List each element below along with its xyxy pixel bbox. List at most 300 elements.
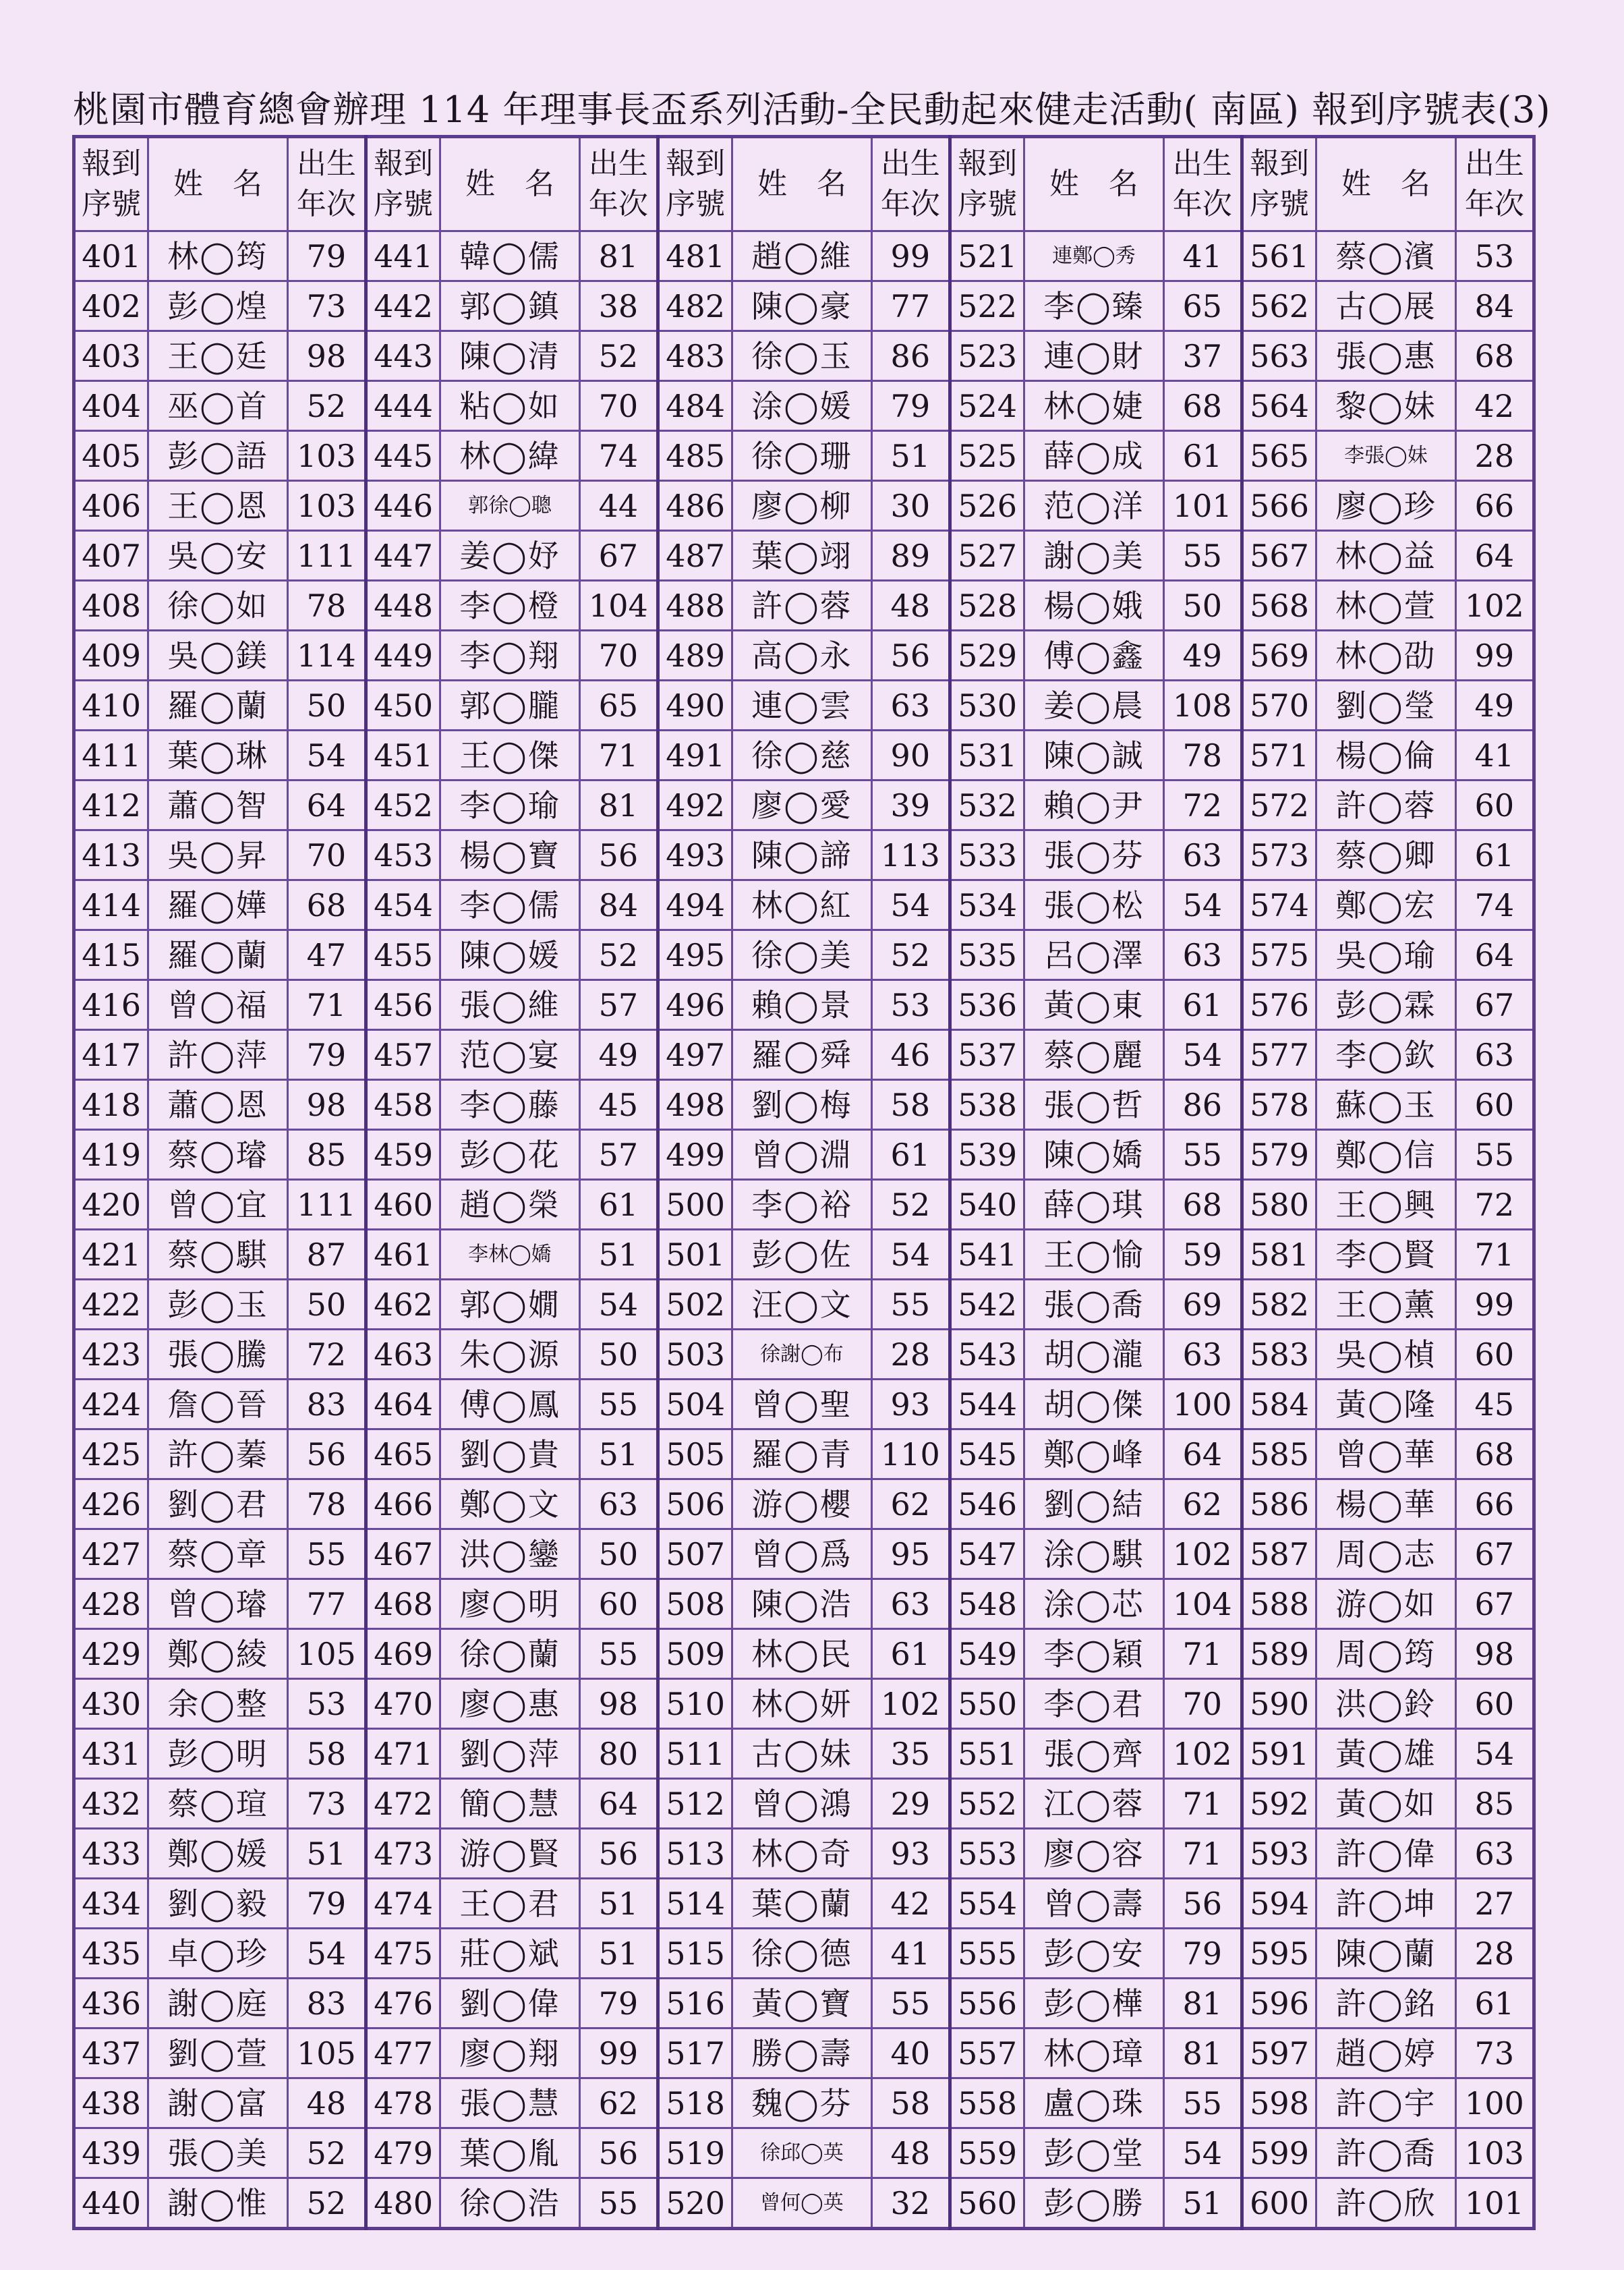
birth-year: 54 — [1455, 1729, 1534, 1779]
table-row — [74, 980, 1534, 1030]
check-in-number: 401 — [74, 231, 148, 281]
participant-name: 廖◯明 — [440, 1579, 579, 1629]
check-in-number: 508 — [658, 1579, 732, 1629]
check-in-number: 563 — [1242, 331, 1316, 381]
participant-name: 涂◯芯 — [1024, 1579, 1163, 1629]
check-in-number: 513 — [658, 1829, 732, 1879]
participant-name: 郭◯鎮 — [440, 281, 579, 331]
birth-year: 28 — [871, 1330, 950, 1380]
participant-name: 劉◯毅 — [148, 1879, 287, 1929]
check-in-number: 545 — [950, 1429, 1024, 1479]
check-in-number: 519 — [658, 2128, 732, 2178]
check-in-number: 489 — [658, 631, 732, 681]
participant-name: 鄭◯信 — [1316, 1130, 1455, 1180]
check-in-number: 438 — [74, 2078, 148, 2128]
participant-name: 卓◯珍 — [148, 1929, 287, 1979]
birth-year: 99 — [579, 2028, 658, 2078]
check-in-number: 552 — [950, 1779, 1024, 1829]
check-in-number: 488 — [658, 581, 732, 631]
participant-name: 曾◯華 — [1316, 1429, 1455, 1479]
participant-name: 葉◯翊 — [732, 531, 871, 581]
participant-name: 黎◯妹 — [1316, 381, 1455, 431]
check-in-number: 456 — [366, 980, 440, 1030]
birth-year: 45 — [579, 1080, 658, 1130]
header-birth-year: 出生 年次 — [871, 137, 950, 231]
birth-year: 63 — [871, 1579, 950, 1629]
birth-year: 52 — [871, 930, 950, 980]
table-row — [74, 1230, 1534, 1280]
birth-year: 104 — [1163, 1579, 1242, 1629]
participant-name: 林◯紅 — [732, 880, 871, 930]
birth-year: 65 — [1163, 281, 1242, 331]
birth-year: 41 — [1163, 231, 1242, 281]
participant-name: 吳◯安 — [148, 531, 287, 581]
check-in-number: 568 — [1242, 581, 1316, 631]
birth-year: 63 — [579, 1479, 658, 1529]
participant-name: 郭徐◯聰 — [440, 481, 579, 531]
check-in-number: 551 — [950, 1729, 1024, 1779]
check-in-number: 536 — [950, 980, 1024, 1030]
header-name: 姓 名 — [732, 137, 871, 231]
check-in-number: 478 — [366, 2078, 440, 2128]
birth-year: 73 — [287, 281, 366, 331]
participant-name: 曾◯壽 — [1024, 1879, 1163, 1929]
check-in-number: 460 — [366, 1180, 440, 1230]
birth-year: 72 — [1455, 1180, 1534, 1230]
header-check-in-number: 報到 序號 — [74, 137, 148, 231]
check-in-number: 407 — [74, 531, 148, 581]
birth-year: 84 — [1455, 281, 1534, 331]
check-in-number: 498 — [658, 1080, 732, 1130]
table-row — [74, 681, 1534, 731]
participant-name: 古◯展 — [1316, 281, 1455, 331]
check-in-number: 596 — [1242, 1979, 1316, 2028]
birth-year: 77 — [871, 281, 950, 331]
birth-year: 108 — [1163, 681, 1242, 731]
check-in-number: 506 — [658, 1479, 732, 1529]
participant-name: 姜◯晨 — [1024, 681, 1163, 731]
check-in-number: 463 — [366, 1330, 440, 1380]
participant-name: 許◯銘 — [1316, 1979, 1455, 2028]
birth-year: 30 — [871, 481, 950, 531]
check-in-number: 594 — [1242, 1879, 1316, 1929]
participant-name: 賴◯景 — [732, 980, 871, 1030]
participant-name: 張◯騰 — [148, 1330, 287, 1380]
birth-year: 105 — [287, 1629, 366, 1679]
check-in-number: 597 — [1242, 2028, 1316, 2078]
check-in-number: 479 — [366, 2128, 440, 2178]
birth-year: 58 — [871, 2078, 950, 2128]
check-in-number: 530 — [950, 681, 1024, 731]
birth-year: 83 — [287, 1380, 366, 1429]
check-in-number: 503 — [658, 1330, 732, 1380]
participant-name: 彭◯佐 — [732, 1230, 871, 1280]
participant-name: 鄭◯峰 — [1024, 1429, 1163, 1479]
participant-name: 勝◯壽 — [732, 2028, 871, 2078]
birth-year: 56 — [1163, 1879, 1242, 1929]
check-in-number: 582 — [1242, 1280, 1316, 1330]
check-in-number: 523 — [950, 331, 1024, 381]
table-row — [74, 1429, 1534, 1479]
birth-year: 86 — [871, 331, 950, 381]
check-in-number: 412 — [74, 781, 148, 830]
birth-year: 44 — [579, 481, 658, 531]
check-in-number: 600 — [1242, 2178, 1316, 2229]
participant-name: 王◯愉 — [1024, 1230, 1163, 1280]
birth-year: 89 — [871, 531, 950, 581]
birth-year: 54 — [871, 1230, 950, 1280]
participant-name: 蔡◯卿 — [1316, 830, 1455, 880]
check-in-number: 555 — [950, 1929, 1024, 1979]
birth-year: 98 — [287, 1080, 366, 1130]
birth-year: 71 — [1163, 1829, 1242, 1879]
check-in-number: 542 — [950, 1280, 1024, 1330]
header-name: 姓 名 — [1024, 137, 1163, 231]
participant-name: 李◯翔 — [440, 631, 579, 681]
participant-name: 林◯奇 — [732, 1829, 871, 1879]
birth-year: 84 — [579, 880, 658, 930]
participant-name: 蕭◯恩 — [148, 1080, 287, 1130]
table-row — [74, 1779, 1534, 1829]
participant-name: 劉◯瑩 — [1316, 681, 1455, 731]
check-in-number: 575 — [1242, 930, 1316, 980]
check-in-number: 533 — [950, 830, 1024, 880]
birth-year: 77 — [287, 1579, 366, 1629]
birth-year: 42 — [1455, 381, 1534, 431]
birth-year: 63 — [1163, 1330, 1242, 1380]
birth-year: 86 — [1163, 1080, 1242, 1130]
check-in-number: 403 — [74, 331, 148, 381]
participant-name: 彭◯煌 — [148, 281, 287, 331]
participant-name: 蔡◯濱 — [1316, 231, 1455, 281]
birth-year: 69 — [1163, 1280, 1242, 1330]
participant-name: 鄭◯綾 — [148, 1629, 287, 1679]
participant-name: 鄭◯宏 — [1316, 880, 1455, 930]
birth-year: 53 — [1455, 231, 1534, 281]
birth-year: 58 — [871, 1080, 950, 1130]
check-in-number: 556 — [950, 1979, 1024, 2028]
birth-year: 53 — [871, 980, 950, 1030]
participant-name: 王◯廷 — [148, 331, 287, 381]
birth-year: 68 — [1163, 1180, 1242, 1230]
birth-year: 100 — [1163, 1380, 1242, 1429]
table-row — [74, 731, 1534, 781]
check-in-number: 560 — [950, 2178, 1024, 2229]
birth-year: 79 — [579, 1979, 658, 2028]
birth-year: 70 — [287, 830, 366, 880]
participant-name: 徐◯慈 — [732, 731, 871, 781]
check-in-number: 462 — [366, 1280, 440, 1330]
participant-name: 朱◯源 — [440, 1330, 579, 1380]
birth-year: 65 — [579, 681, 658, 731]
check-in-number: 548 — [950, 1579, 1024, 1629]
check-in-number: 543 — [950, 1330, 1024, 1380]
participant-name: 王◯君 — [440, 1879, 579, 1929]
birth-year: 81 — [579, 231, 658, 281]
birth-year: 54 — [1163, 880, 1242, 930]
participant-name: 游◯櫻 — [732, 1479, 871, 1529]
participant-name: 徐◯美 — [732, 930, 871, 980]
participant-name: 陳◯豪 — [732, 281, 871, 331]
participant-name: 劉◯偉 — [440, 1979, 579, 2028]
check-in-number: 427 — [74, 1529, 148, 1579]
participant-name: 蔡◯麗 — [1024, 1030, 1163, 1080]
check-in-number: 496 — [658, 980, 732, 1030]
birth-year: 79 — [871, 381, 950, 431]
participant-name: 汪◯文 — [732, 1280, 871, 1330]
check-in-number: 580 — [1242, 1180, 1316, 1230]
birth-year: 28 — [1455, 1929, 1534, 1979]
check-in-number: 535 — [950, 930, 1024, 980]
check-in-number: 491 — [658, 731, 732, 781]
participant-name: 彭◯玉 — [148, 1280, 287, 1330]
participant-name: 李◯藤 — [440, 1080, 579, 1130]
participant-name: 李張◯妹 — [1316, 431, 1455, 481]
participant-name: 楊◯娥 — [1024, 581, 1163, 631]
check-in-number: 472 — [366, 1779, 440, 1829]
check-in-number: 482 — [658, 281, 732, 331]
birth-year: 49 — [579, 1030, 658, 1080]
birth-year: 52 — [287, 2178, 366, 2229]
participant-name: 劉◯萍 — [440, 1729, 579, 1779]
check-in-number: 445 — [366, 431, 440, 481]
check-in-number: 567 — [1242, 531, 1316, 581]
participant-name: 連◯雲 — [732, 681, 871, 731]
birth-year: 51 — [579, 1230, 658, 1280]
check-in-number: 452 — [366, 781, 440, 830]
participant-name: 周◯志 — [1316, 1529, 1455, 1579]
birth-year: 74 — [579, 431, 658, 481]
check-in-number: 428 — [74, 1579, 148, 1629]
header-check-in-number: 報到 序號 — [1242, 137, 1316, 231]
birth-year: 58 — [287, 1729, 366, 1779]
participant-name: 王◯薰 — [1316, 1280, 1455, 1330]
check-in-number: 540 — [950, 1180, 1024, 1230]
check-in-number: 541 — [950, 1230, 1024, 1280]
participant-name: 曾◯璿 — [148, 1579, 287, 1629]
check-in-number: 451 — [366, 731, 440, 781]
participant-name: 莊◯斌 — [440, 1929, 579, 1979]
birth-year: 56 — [579, 1829, 658, 1879]
birth-year: 85 — [287, 1130, 366, 1180]
check-in-number: 557 — [950, 2028, 1024, 2078]
birth-year: 55 — [287, 1529, 366, 1579]
check-in-number: 450 — [366, 681, 440, 731]
participant-name: 彭◯語 — [148, 431, 287, 481]
birth-year: 98 — [579, 1679, 658, 1729]
participant-name: 葉◯蘭 — [732, 1879, 871, 1929]
participant-name: 許◯偉 — [1316, 1829, 1455, 1879]
table-row — [74, 1080, 1534, 1130]
check-in-number: 504 — [658, 1380, 732, 1429]
participant-name: 薛◯成 — [1024, 431, 1163, 481]
table-row — [74, 1479, 1534, 1529]
table-row — [74, 880, 1534, 930]
birth-year: 54 — [579, 1280, 658, 1330]
check-in-number: 408 — [74, 581, 148, 631]
participant-name: 曾◯福 — [148, 980, 287, 1030]
check-in-number: 409 — [74, 631, 148, 681]
check-in-number: 429 — [74, 1629, 148, 1679]
birth-year: 55 — [871, 1979, 950, 2028]
check-in-number: 471 — [366, 1729, 440, 1779]
check-in-number: 598 — [1242, 2078, 1316, 2128]
participant-name: 林◯璋 — [1024, 2028, 1163, 2078]
check-in-number: 500 — [658, 1180, 732, 1230]
check-in-number: 468 — [366, 1579, 440, 1629]
check-in-number: 490 — [658, 681, 732, 731]
birth-year: 55 — [579, 1380, 658, 1429]
check-in-number: 518 — [658, 2078, 732, 2128]
check-in-number: 420 — [74, 1180, 148, 1230]
check-in-number: 404 — [74, 381, 148, 431]
participant-name: 黃◯雄 — [1316, 1729, 1455, 1779]
participant-name: 張◯美 — [148, 2128, 287, 2178]
check-in-number: 509 — [658, 1629, 732, 1679]
birth-year: 63 — [871, 681, 950, 731]
check-in-number: 564 — [1242, 381, 1316, 431]
birth-year: 74 — [1455, 880, 1534, 930]
participant-name: 陳◯浩 — [732, 1579, 871, 1629]
birth-year: 101 — [1455, 2178, 1534, 2229]
participant-name: 胡◯傑 — [1024, 1380, 1163, 1429]
header-row — [74, 137, 1534, 231]
birth-year: 95 — [871, 1529, 950, 1579]
participant-name: 廖◯惠 — [440, 1679, 579, 1729]
participant-name: 曾◯宜 — [148, 1180, 287, 1230]
participant-name: 王◯傑 — [440, 731, 579, 781]
header-check-in-number: 報到 序號 — [950, 137, 1024, 231]
participant-name: 姜◯妤 — [440, 531, 579, 581]
birth-year: 52 — [287, 381, 366, 431]
participant-name: 蘇◯玉 — [1316, 1080, 1455, 1130]
birth-year: 28 — [1455, 431, 1534, 481]
participant-name: 張◯惠 — [1316, 331, 1455, 381]
participant-name: 陳◯清 — [440, 331, 579, 381]
birth-year: 102 — [1163, 1529, 1242, 1579]
check-in-number: 587 — [1242, 1529, 1316, 1579]
check-in-number: 421 — [74, 1230, 148, 1280]
participant-name: 陳◯嬌 — [1024, 1130, 1163, 1180]
birth-year: 50 — [287, 1280, 366, 1330]
birth-year: 71 — [1163, 1629, 1242, 1679]
participant-name: 張◯松 — [1024, 880, 1163, 930]
participant-name: 林◯劭 — [1316, 631, 1455, 681]
birth-year: 71 — [287, 980, 366, 1030]
table-row — [74, 1030, 1534, 1080]
participant-name: 彭◯安 — [1024, 1929, 1163, 1979]
birth-year: 67 — [1455, 1579, 1534, 1629]
participant-name: 范◯宴 — [440, 1030, 579, 1080]
birth-year: 67 — [1455, 980, 1534, 1030]
birth-year: 54 — [1163, 1030, 1242, 1080]
check-in-number: 544 — [950, 1380, 1024, 1429]
birth-year: 99 — [1455, 631, 1534, 681]
participant-name: 黃◯隆 — [1316, 1380, 1455, 1429]
check-in-number: 410 — [74, 681, 148, 731]
table-row — [74, 1130, 1534, 1180]
check-in-number: 433 — [74, 1829, 148, 1879]
table-row — [74, 1180, 1534, 1230]
birth-year: 99 — [1455, 1280, 1534, 1330]
check-in-number: 512 — [658, 1779, 732, 1829]
check-in-number: 514 — [658, 1879, 732, 1929]
participant-name: 葉◯琳 — [148, 731, 287, 781]
check-in-number: 447 — [366, 531, 440, 581]
header-birth-year: 出生 年次 — [287, 137, 366, 231]
participant-name: 徐◯玉 — [732, 331, 871, 381]
participant-name: 彭◯霖 — [1316, 980, 1455, 1030]
birth-year: 55 — [579, 2178, 658, 2229]
participant-name: 趙◯維 — [732, 231, 871, 281]
check-in-number: 572 — [1242, 781, 1316, 830]
check-in-number: 573 — [1242, 830, 1316, 880]
check-in-number: 510 — [658, 1679, 732, 1729]
check-in-number: 406 — [74, 481, 148, 531]
birth-year: 61 — [1163, 431, 1242, 481]
participant-name: 黃◯寶 — [732, 1979, 871, 2028]
participant-name: 羅◯青 — [732, 1429, 871, 1479]
participant-name: 傅◯鑫 — [1024, 631, 1163, 681]
check-in-number: 499 — [658, 1130, 732, 1180]
participant-name: 彭◯樺 — [1024, 1979, 1163, 2028]
birth-year: 52 — [871, 1180, 950, 1230]
participant-name: 曾◯淵 — [732, 1130, 871, 1180]
header-name: 姓 名 — [440, 137, 579, 231]
birth-year: 79 — [287, 231, 366, 281]
participant-name: 謝◯惟 — [148, 2178, 287, 2229]
birth-year: 55 — [1163, 531, 1242, 581]
birth-year: 41 — [1455, 731, 1534, 781]
birth-year: 70 — [1163, 1679, 1242, 1729]
birth-year: 73 — [287, 1779, 366, 1829]
participant-name: 陳◯媛 — [440, 930, 579, 980]
birth-year: 68 — [1455, 1429, 1534, 1479]
table-row — [74, 1529, 1534, 1579]
table-row — [74, 2128, 1534, 2178]
birth-year: 56 — [579, 830, 658, 880]
check-in-number: 432 — [74, 1779, 148, 1829]
participant-name: 彭◯堂 — [1024, 2128, 1163, 2178]
birth-year: 64 — [1455, 930, 1534, 980]
check-in-number: 497 — [658, 1030, 732, 1080]
check-in-number: 415 — [74, 930, 148, 980]
participant-name: 李◯君 — [1024, 1679, 1163, 1729]
participant-name: 曾何◯英 — [732, 2178, 871, 2229]
participant-name: 韓◯儒 — [440, 231, 579, 281]
check-in-number: 534 — [950, 880, 1024, 930]
check-in-number: 591 — [1242, 1729, 1316, 1779]
participant-name: 林◯萱 — [1316, 581, 1455, 631]
table-row — [74, 231, 1534, 281]
birth-year: 67 — [1455, 1529, 1534, 1579]
participant-name: 張◯喬 — [1024, 1280, 1163, 1330]
participant-name: 賴◯尹 — [1024, 781, 1163, 830]
page-title: 桃園市體育總會辦理 114 年理事長盃系列活動-全民動起來健走活動( 南區) 報到序號表(3) — [73, 88, 1551, 131]
participant-name: 許◯蓁 — [148, 1429, 287, 1479]
birth-year: 114 — [287, 631, 366, 681]
participant-name: 李◯賢 — [1316, 1230, 1455, 1280]
birth-year: 60 — [579, 1579, 658, 1629]
check-in-number: 570 — [1242, 681, 1316, 731]
participant-name: 王◯恩 — [148, 481, 287, 531]
birth-year: 49 — [1163, 631, 1242, 681]
participant-name: 謝◯美 — [1024, 531, 1163, 581]
birth-year: 104 — [579, 581, 658, 631]
table-body — [74, 231, 1534, 2229]
participant-name: 李◯橙 — [440, 581, 579, 631]
birth-year: 93 — [871, 1380, 950, 1429]
